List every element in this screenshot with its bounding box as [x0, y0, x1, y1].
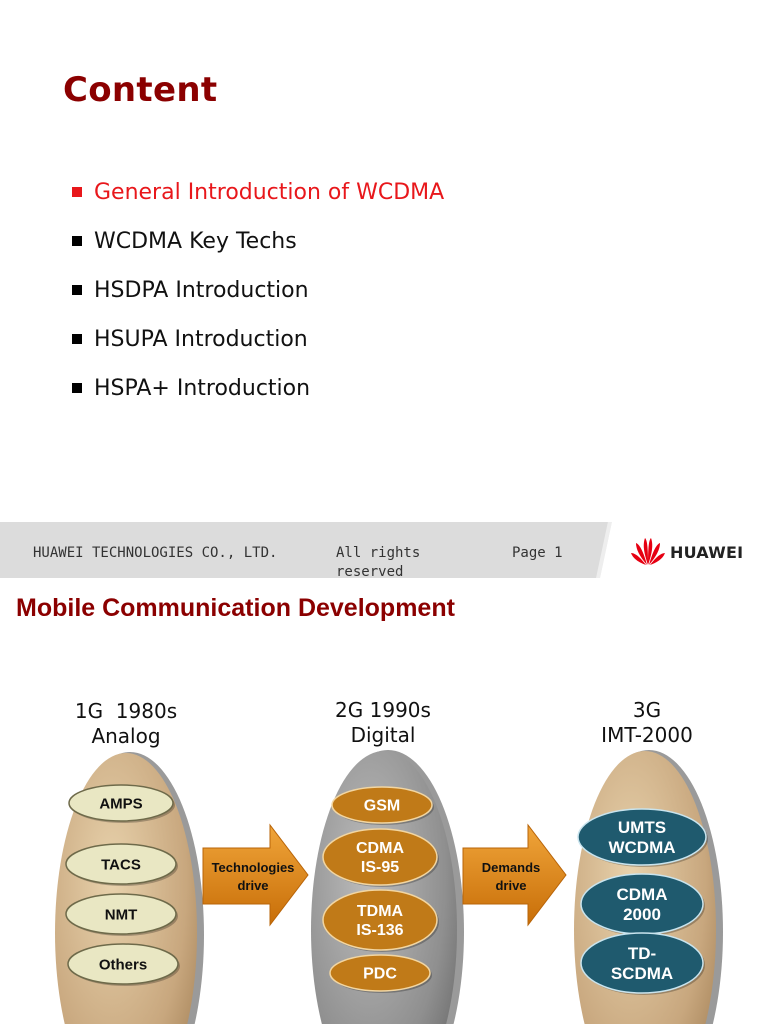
- chip-label: TD-SCDMA: [610, 943, 674, 983]
- slide-title: Content: [63, 70, 218, 110]
- chip-label: CDMA IS-95: [356, 840, 404, 877]
- agenda-list: [72, 178, 444, 423]
- square-bullet-icon: [72, 334, 82, 344]
- footer-rights: All rights reserved: [336, 545, 421, 578]
- square-bullet-icon: [72, 236, 82, 246]
- chip-label: TACS: [101, 856, 141, 874]
- generation-diagram: [0, 578, 768, 1024]
- chip-label: Others: [98, 956, 148, 974]
- agenda-item-hspa-plus[interactable]: [72, 374, 444, 423]
- chip-label: AMPS: [99, 795, 143, 813]
- square-bullet-icon: [72, 285, 82, 295]
- chip-label: GSM: [363, 797, 401, 815]
- chip-label: PDC: [363, 965, 397, 983]
- slide-title: Mobile Communication Development: [16, 594, 455, 622]
- arrow-demands-drive: [463, 825, 566, 925]
- agenda-item-label: HSDPA Introduction: [94, 278, 309, 303]
- arrow-technologies-drive: [203, 825, 308, 925]
- agenda-item-label: WCDMA Key Techs: [94, 229, 297, 254]
- chip-label: NMT: [104, 906, 138, 924]
- chip-label: UMTS WCDMA: [608, 817, 676, 857]
- footer-company: HUAWEI TECHNOLOGIES CO., LTD.: [33, 545, 278, 561]
- chip-label: TDMA IS-136: [356, 903, 404, 940]
- agenda-item-key-techs[interactable]: [72, 227, 444, 276]
- agenda-item-label: HSUPA Introduction: [94, 327, 308, 352]
- square-bullet-icon: [72, 383, 82, 393]
- agenda-item-hsdpa[interactable]: [72, 276, 444, 325]
- huawei-wordmark: HUAWEI: [670, 543, 744, 562]
- agenda-item-general-introduction[interactable]: [72, 178, 444, 227]
- generation-label-3g: 3G IMT-2000: [601, 698, 693, 747]
- arrow-label-technologies-drive: Technologies drive: [211, 860, 295, 893]
- generation-label-1g: 1G 1980s Analog: [74, 699, 178, 748]
- footer-page-number: Page 1: [512, 545, 563, 561]
- chip-label: CDMA 2000: [616, 884, 668, 924]
- mobile-development-slide: [0, 578, 768, 1024]
- generation-label-2g: 2G 1990s Digital: [335, 698, 431, 747]
- slide-footer: [0, 522, 768, 578]
- arrow-label-demands-drive: Demands drive: [481, 860, 541, 893]
- square-bullet-icon: [72, 187, 82, 197]
- huawei-petal-logo-icon: [630, 536, 666, 566]
- agenda-item-label: HSPA+ Introduction: [94, 376, 311, 401]
- agenda-item-label: General Introduction of WCDMA: [94, 180, 445, 205]
- agenda-item-hsupa[interactable]: [72, 325, 444, 374]
